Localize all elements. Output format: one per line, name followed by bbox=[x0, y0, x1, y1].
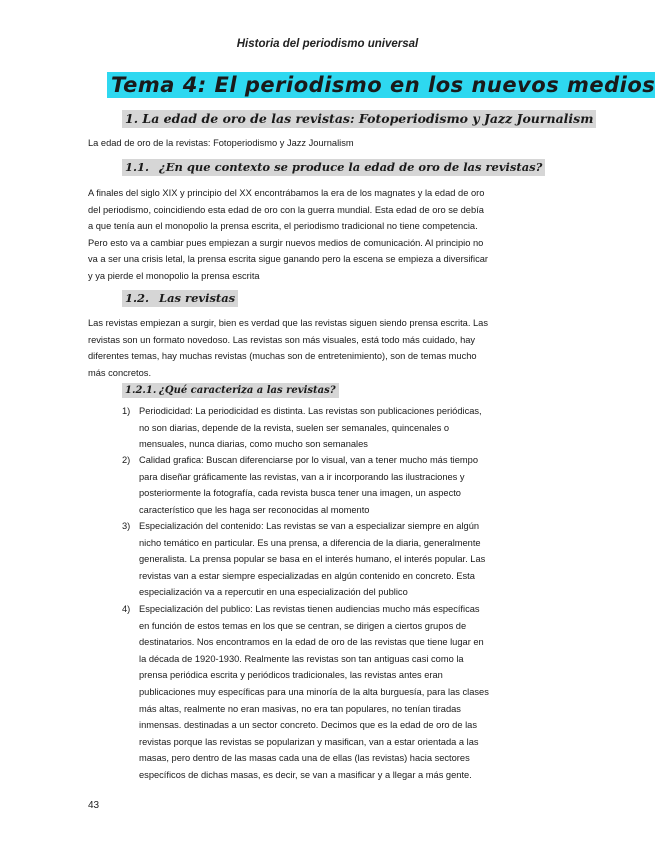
list-item-line: destinatarios. Nos encontramos en la edad de oro de las revistas que tiene lugar en bbox=[139, 637, 484, 648]
paragraph-line: más concretos. bbox=[88, 367, 152, 378]
list-item-line: característico que les haga ser reconocidas al momento bbox=[139, 504, 370, 515]
section-1-1-paragraph bbox=[88, 185, 518, 285]
list-item-line: más altas, realmente no eran masivas, no era tan populares, no tenían tiradas bbox=[139, 703, 461, 714]
list-item-line: la década de 1920-1930. Realmente las revistas son tan antiguas casi como la bbox=[139, 653, 464, 664]
paragraph-line: diferentes temas, hay muchas revistas (muchas son de entretenimiento), son de temas mucho bbox=[88, 351, 477, 362]
paragraph-line: Las revistas empiezan a surgir, bien es verdad que las revistas siguen siendo prensa escrita. Las bbox=[88, 318, 488, 328]
section-1-subtitle: La edad de oro de la revistas: Fotoperiodismo y Jazz Journalism bbox=[88, 138, 354, 148]
list-item-line: inmensas. destinadas a un sector concreto. Decimos que es la edad de oro de las bbox=[139, 720, 477, 731]
main-title: Tema 4: El periodismo en los nuevos medios bbox=[107, 72, 655, 98]
section-1-2-heading bbox=[122, 290, 238, 307]
section-1-2-1-heading bbox=[122, 383, 339, 398]
list-item-line: Calidad grafica: Buscan diferenciarse por lo visual, van a tener mucho más tiempo bbox=[139, 455, 478, 465]
section-1-2-title: Las revistas bbox=[159, 291, 236, 305]
list-item-marker: 1) bbox=[122, 406, 131, 416]
list-item-line: masas, pero dentro de las masas cada una de ellas (las revistas) hacia sectores bbox=[139, 753, 470, 764]
paragraph-line: revistas son un formato novedoso. Las revistas son más visuales, está todo más cuidado, hay bbox=[88, 334, 476, 345]
list-item-line: publicaciones muy específicas para una minoría de la alta burguesía, para las clases bbox=[139, 686, 489, 697]
paragraph-line: Pero esto va a cambiar pues empiezan a surgir nuevos medios de comunicación. Al principio no bbox=[88, 237, 484, 248]
list-item-line: Especialización del contenido: Las revistas se van a especializar siempre en algún bbox=[139, 521, 480, 531]
list-item-line: específicos de dichas masas, es decir, se van a masificar y a llegar a más gente. bbox=[139, 769, 472, 780]
list-item-marker: 4) bbox=[122, 604, 131, 614]
section-1-2-number: 1.2. bbox=[125, 291, 150, 305]
section-1-1-number: 1.1. bbox=[125, 160, 150, 174]
list-item-line: revistas van a estar siempre especializadas en algún contenido en concreto. Esta bbox=[139, 570, 475, 581]
list-item-marker: 3) bbox=[122, 521, 131, 531]
section-1-heading: 1. La edad de oro de las revistas: Fotoperiodismo y Jazz Journalism bbox=[122, 110, 596, 128]
list-item-line: revistas porque las revistas se popularizan y masifican, van a estar orientada a las bbox=[139, 736, 479, 747]
list-item-marker: 2) bbox=[122, 455, 131, 465]
list-item-line: posteriormente la fotografía, cada revista busca tener una imagen, un aspecto bbox=[139, 488, 461, 499]
paragraph-line: va a ser una crisis letal, la prensa escrita sigue ganando pero la escena se empieza a diversificar bbox=[88, 254, 488, 265]
list-item-line: prensa periódica escrita y periódicos tradicionales, las revistas antes eran bbox=[139, 670, 443, 681]
paragraph-line: a que tenía aun el monopolio la prensa escrita, el periodismo tradicional no tiene competencia. bbox=[88, 221, 478, 232]
list-item-line: en función de estos temas en los que se centran, se dirigen a ciertos grupos de bbox=[139, 620, 467, 631]
paragraph-line: y ya pierde el monopolio la prensa escrita bbox=[88, 270, 260, 281]
list-item-line: especialización va a repercutir en una especialización del publico bbox=[139, 587, 408, 598]
list-item-line: mensuales, nunca diarias, como mucho son semanales bbox=[139, 439, 368, 450]
section-1-2-paragraph bbox=[88, 315, 518, 381]
list-item-line: para diseñar gráficamente las revistas, van a ir incorporando las ilustraciones y bbox=[139, 471, 465, 482]
list-item-line: no son diarias, depende de la revista, suelen ser semanales, quincenales o bbox=[139, 422, 450, 433]
paragraph-line: A finales del siglo XIX y principio del XX encontrábamos la era de los magnates y la edad de oro bbox=[88, 188, 485, 198]
running-header: Historia del periodismo universal bbox=[236, 38, 419, 50]
list-item-line: Especialización del publico: Las revistas tienen audiencias mucho más específicas bbox=[139, 604, 480, 614]
list-item-line: generalista. La prensa popular se basa en el interés humano, el interés popular. Las bbox=[139, 554, 486, 565]
paragraph-line: del periodismo, coincidiendo esta edad de oro con la guerra mundial. Esta edad de oro se debía bbox=[88, 204, 484, 215]
section-1-1-heading bbox=[122, 159, 545, 176]
section-1-2-1-title: ¿Qué caracteriza a las revistas? bbox=[159, 385, 336, 396]
section-1-2-1-number: 1.2.1. bbox=[125, 385, 157, 396]
section-1-1-title: ¿En que contexto se produce la edad de oro de las revistas? bbox=[159, 160, 543, 174]
page-number: 43 bbox=[88, 800, 100, 811]
list-item-line: Periodicidad: La periodicidad es distinta. Las revistas son publicaciones periódicas, bbox=[139, 406, 482, 416]
list-item-line: nicho temático en particular. Es una prensa, a diferencia de la diaria, generalmente bbox=[139, 537, 481, 548]
